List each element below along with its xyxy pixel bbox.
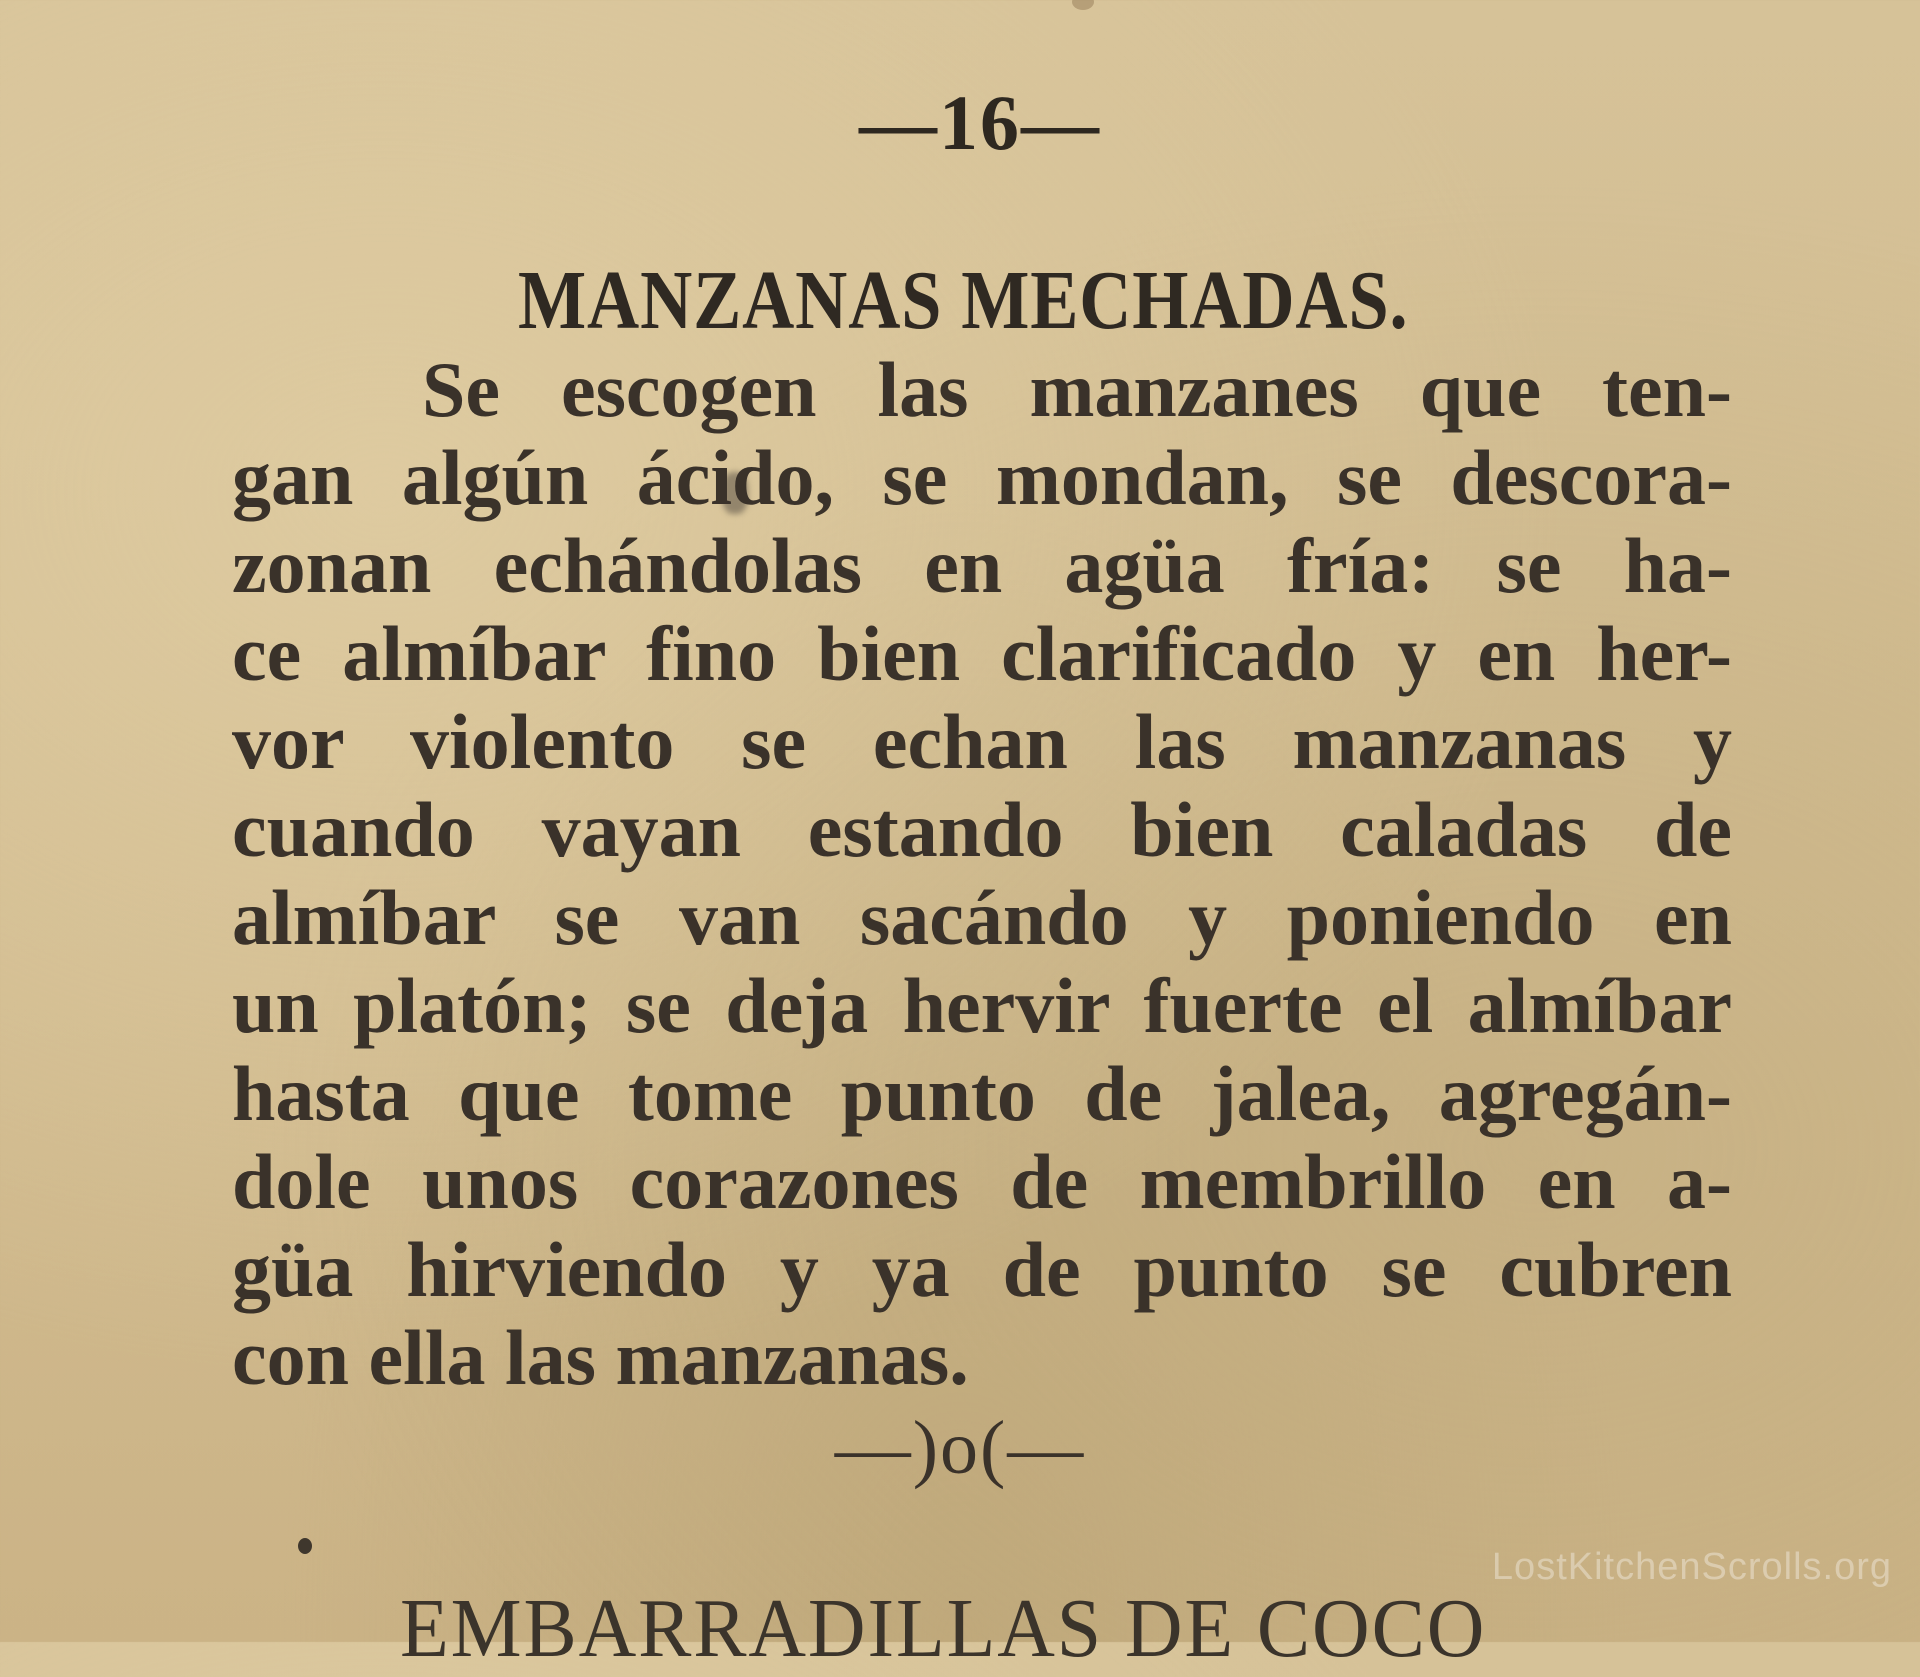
recipe-title: MANZANAS MECHADAS. <box>518 254 1409 347</box>
recipe-body <box>232 346 1732 1402</box>
body-line-11: güa hirviendo y ya de punto se cubren <box>232 1226 1732 1313</box>
body-line-8: un platón; se deja hervir fuerte el almíbar <box>232 962 1732 1049</box>
next-recipe-title: EMBARRADILLAS DE COCO <box>400 1582 1487 1675</box>
section-separator: —)o(— <box>834 1406 1086 1490</box>
body-line-12: con ella las manzanas. <box>232 1314 969 1401</box>
page-number: —16— <box>859 79 1101 166</box>
body-line-7: almíbar se van sacándo y poniendo en <box>232 874 1732 961</box>
body-line-3: zonan echándolas en agüa fría: se ha- <box>232 522 1732 609</box>
body-line-9: hasta que tome punto de jalea, agregán- <box>232 1050 1732 1137</box>
body-line-6: cuando vayan estando bien caladas de <box>232 786 1732 873</box>
body-line-4: ce almíbar fino bien clarificado y en her- <box>232 610 1732 697</box>
paper-stain <box>1072 0 1094 10</box>
body-line-10: dole unos corazones de membrillo en a- <box>232 1138 1732 1225</box>
watermark-text: LostKitchenScrolls.org <box>1491 1546 1892 1588</box>
ink-dot <box>298 1538 312 1554</box>
body-line-1: Se escogen las manzanes que ten- <box>422 346 1732 433</box>
body-line-2: gan algún ácido, se mondan, se descora- <box>232 434 1732 521</box>
body-line-5: vor violento se echan las manzanas y <box>232 698 1732 785</box>
